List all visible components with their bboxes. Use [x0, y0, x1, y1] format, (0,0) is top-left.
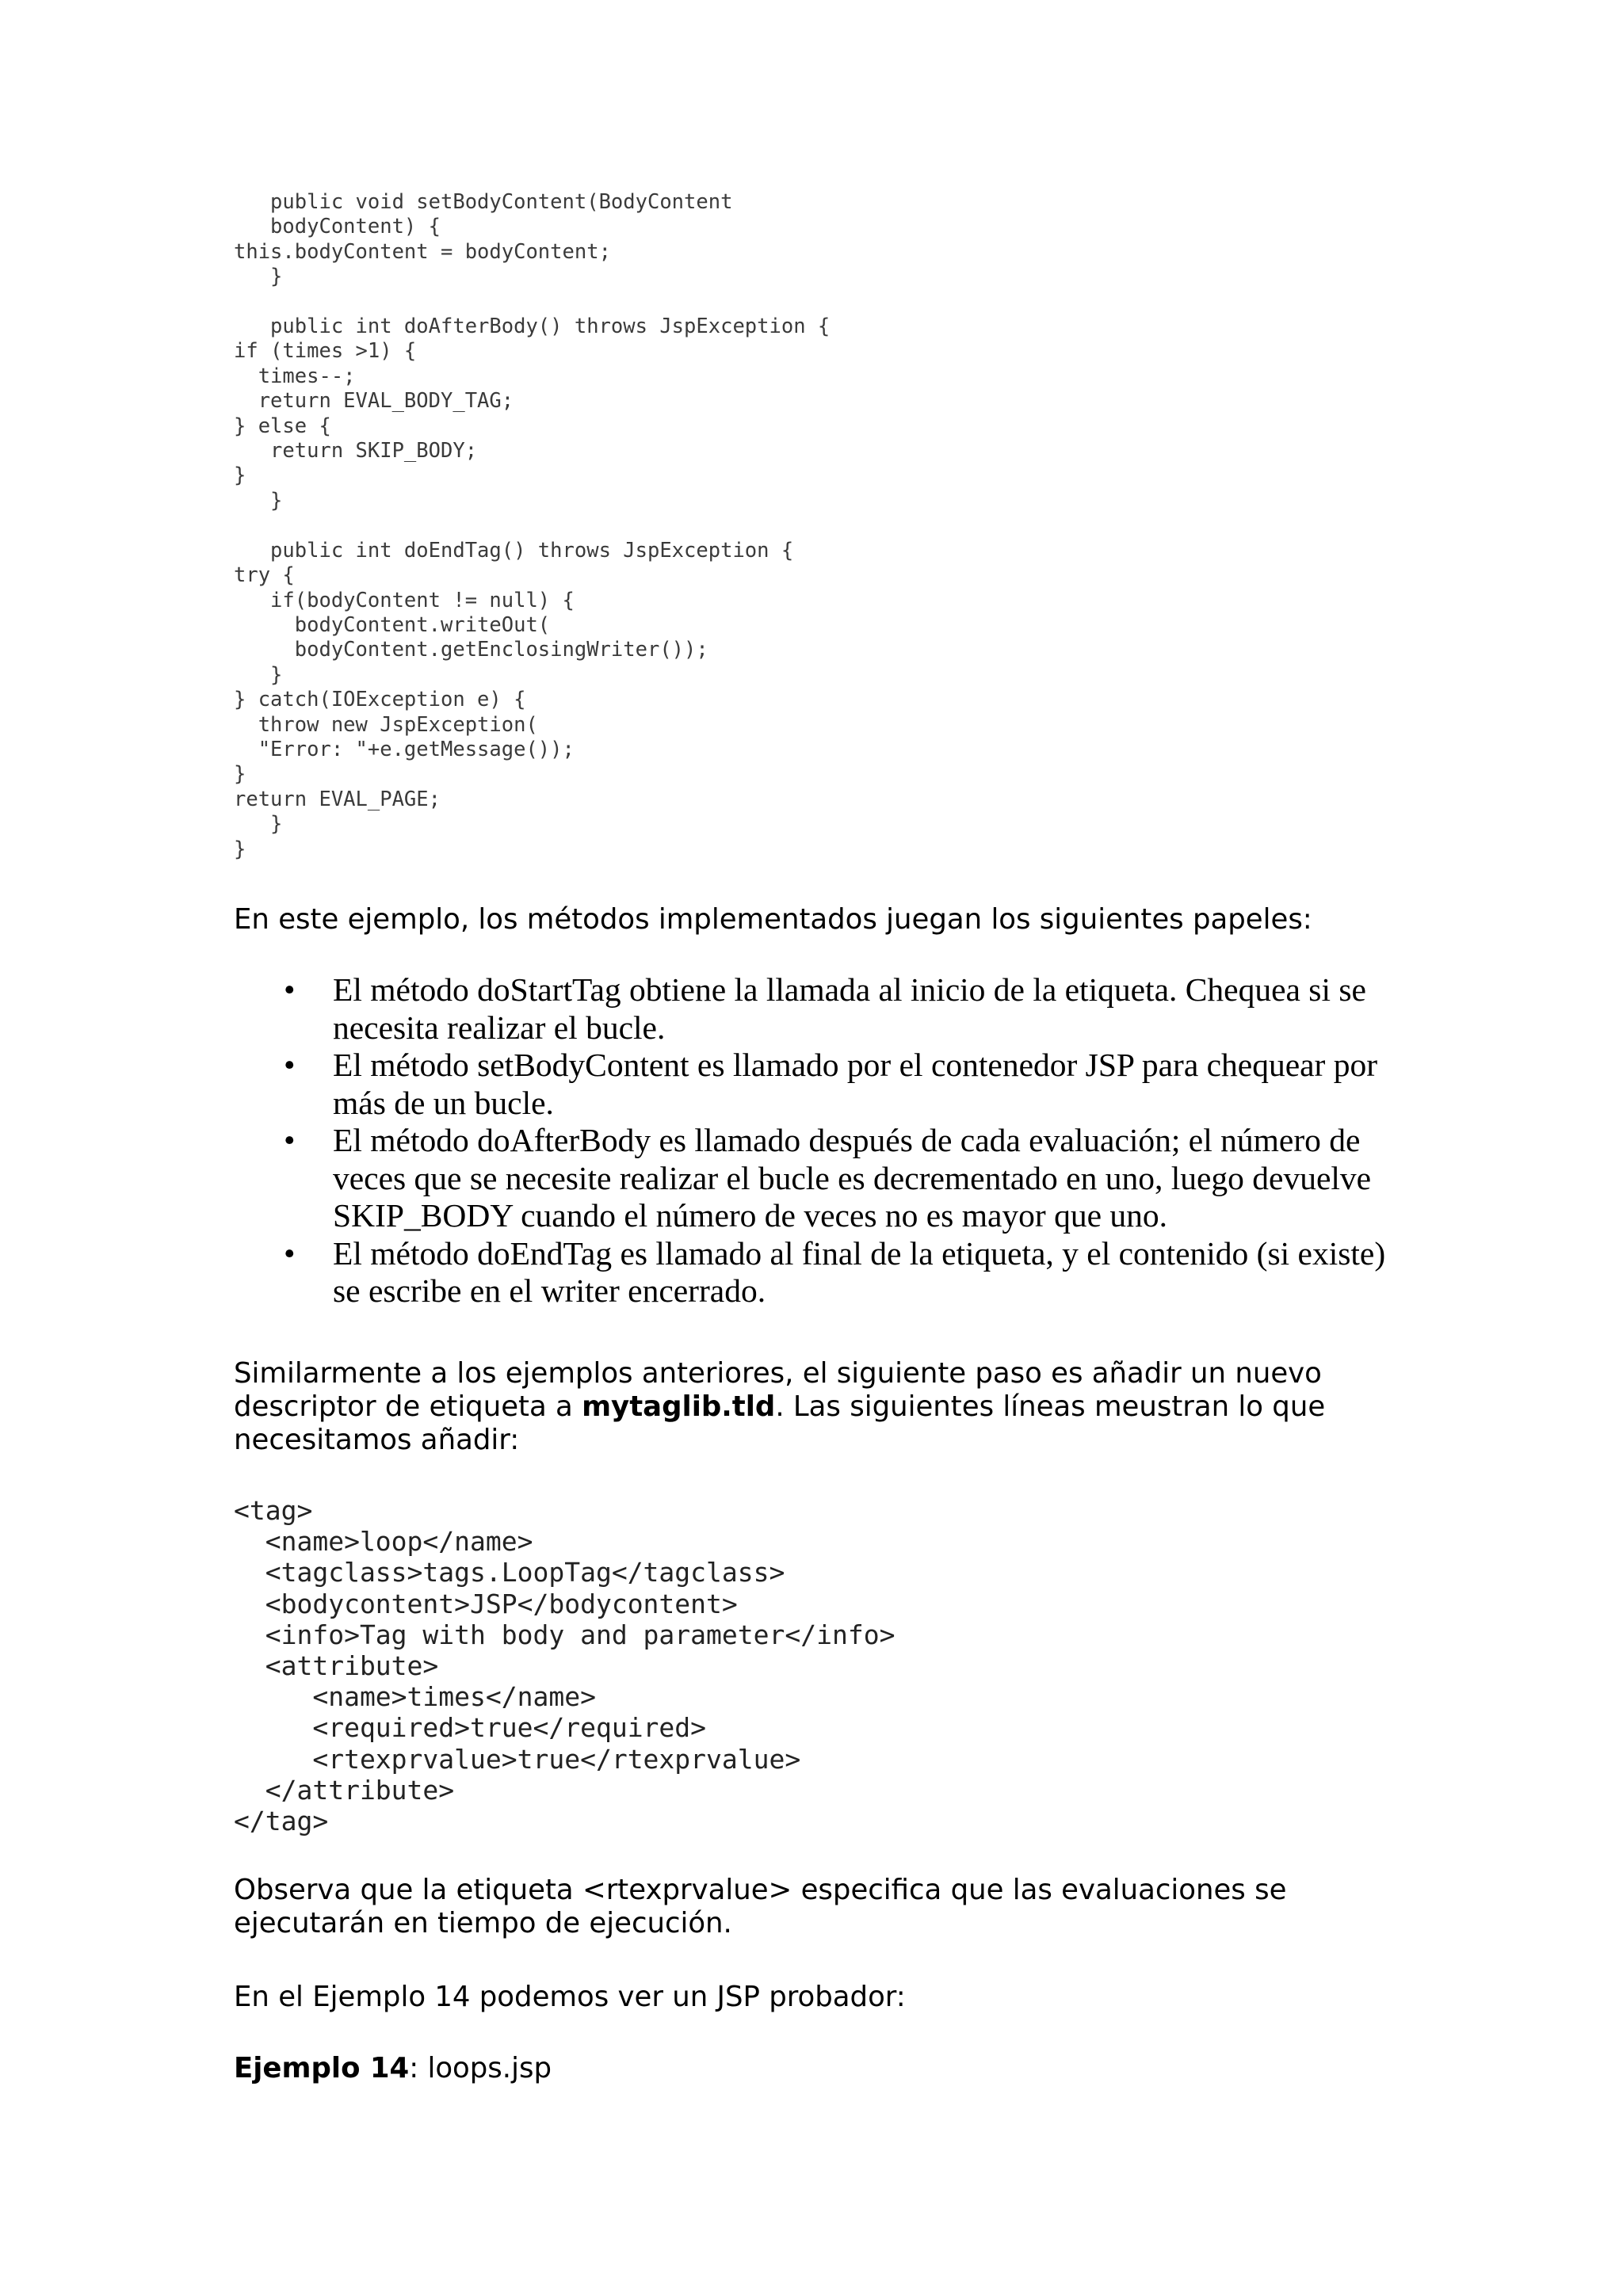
code-line: <name>loop</name>: [234, 1526, 533, 1558]
bullet-icon: •: [284, 1234, 296, 1272]
tld-code-block: [234, 1495, 895, 1836]
list-item: [284, 1122, 1407, 1235]
code-line: </tag>: [234, 1806, 329, 1837]
code-line: }: [234, 265, 283, 289]
code-line: <tag>: [234, 1495, 313, 1526]
list-item: [284, 1047, 1407, 1122]
caption-filename: : loops.jsp: [409, 2052, 552, 2084]
code-line: bodyContent) {: [234, 215, 441, 239]
java-code-block: [234, 190, 830, 862]
code-line: }: [234, 488, 283, 513]
code-line: }: [234, 812, 283, 837]
code-line: bodyContent.getEnclosingWriter());: [234, 638, 708, 662]
caption-label: Ejemplo 14: [234, 2052, 410, 2084]
example-caption: [234, 2052, 1423, 2085]
list-item: [284, 1234, 1407, 1310]
bullet-icon: •: [284, 1047, 296, 1083]
code-line: public int doAfterBody() throws JspException {: [234, 315, 831, 339]
list-item: [284, 971, 1407, 1047]
code-line: this.bodyContent = bodyContent;: [234, 239, 611, 264]
code-line: return SKIP_BODY;: [234, 439, 478, 463]
code-line: "Error: "+e.getMessage());: [234, 737, 575, 761]
similar-paragraph: [234, 1357, 1423, 1457]
code-line: <rtexprvalue>true</rtexprvalue>: [234, 1743, 801, 1775]
list-item-text: El método doEndTag es llamado al final de la etiqueta, y el contenido (si existe) se escribe en el writer encerrado.: [333, 1234, 1386, 1309]
example-paragraph: En el Ejemplo 14 podemos ver un JSP probador:: [234, 1981, 906, 2013]
code-line: } catch(IOException e) {: [234, 688, 526, 712]
code-line: times--;: [234, 364, 356, 388]
code-line: bodyContent.writeOut(: [234, 612, 551, 637]
code-line: public int doEndTag() throws JspException {: [234, 538, 794, 563]
intro-paragraph: En este ejemplo, los métodos implementados juegan los siguientes papeles:: [234, 903, 1312, 936]
code-line: }: [234, 837, 246, 861]
observe-paragraph: Observa que la etiqueta <rtexprvalue> especifica que las evaluaciones se ejecutarán en tiempo de ejecución.: [234, 1874, 1287, 1939]
code-line: <tagclass>tags.LoopTag</tagclass>: [234, 1557, 785, 1589]
code-line: } else {: [234, 414, 331, 438]
code-line: return EVAL_PAGE;: [234, 787, 441, 811]
list-item-text: El método doAfterBody es llamado después de cada evaluación; el número de veces que se necesite realizar el bucle es decrementado en uno, luego devuelve SKIP_BODY cuando el número de veces no es mayor que uno.: [333, 1122, 1372, 1234]
code-line: <bodycontent>JSP</bodycontent>: [234, 1588, 738, 1619]
code-line: }: [234, 463, 246, 488]
code-line: <name>times</name>: [234, 1681, 596, 1713]
bullet-icon: •: [284, 1122, 296, 1158]
similar-text-after: . Las siguientes líneas meustran lo que necesitamos añadir:: [234, 1390, 1326, 1456]
code-line: public void setBodyContent(BodyContent: [234, 190, 733, 214]
similar-text-before: Similarmente a los ejemplos anteriores, el siguiente paso es añadir un nuevo descriptor de etiqueta a: [234, 1357, 1322, 1423]
roles-list: [234, 971, 1407, 1310]
bullet-icon: •: [284, 971, 296, 1008]
filename-bold: mytaglib.tld: [582, 1390, 776, 1423]
code-line: try {: [234, 563, 295, 588]
code-line: }: [234, 662, 283, 687]
code-line: if(bodyContent != null) {: [234, 588, 575, 612]
code-line: return EVAL_BODY_TAG;: [234, 389, 514, 414]
list-item-text: El método setBodyContent es llamado por el contenedor JSP para chequear por más de un bucle.: [333, 1047, 1378, 1121]
code-line: if (times >1) {: [234, 339, 417, 364]
code-line: </attribute>: [234, 1774, 455, 1806]
code-line: }: [234, 762, 246, 787]
list-item-text: El método doStartTag obtiene la llamada al inicio de la etiqueta. Chequea si se necesita realizar el bucle.: [333, 971, 1366, 1046]
code-line: <info>Tag with body and parameter</info>: [234, 1619, 896, 1650]
code-line: <attribute>: [234, 1650, 439, 1682]
code-line: <required>true</required>: [234, 1712, 707, 1744]
code-line: throw new JspException(: [234, 712, 538, 737]
